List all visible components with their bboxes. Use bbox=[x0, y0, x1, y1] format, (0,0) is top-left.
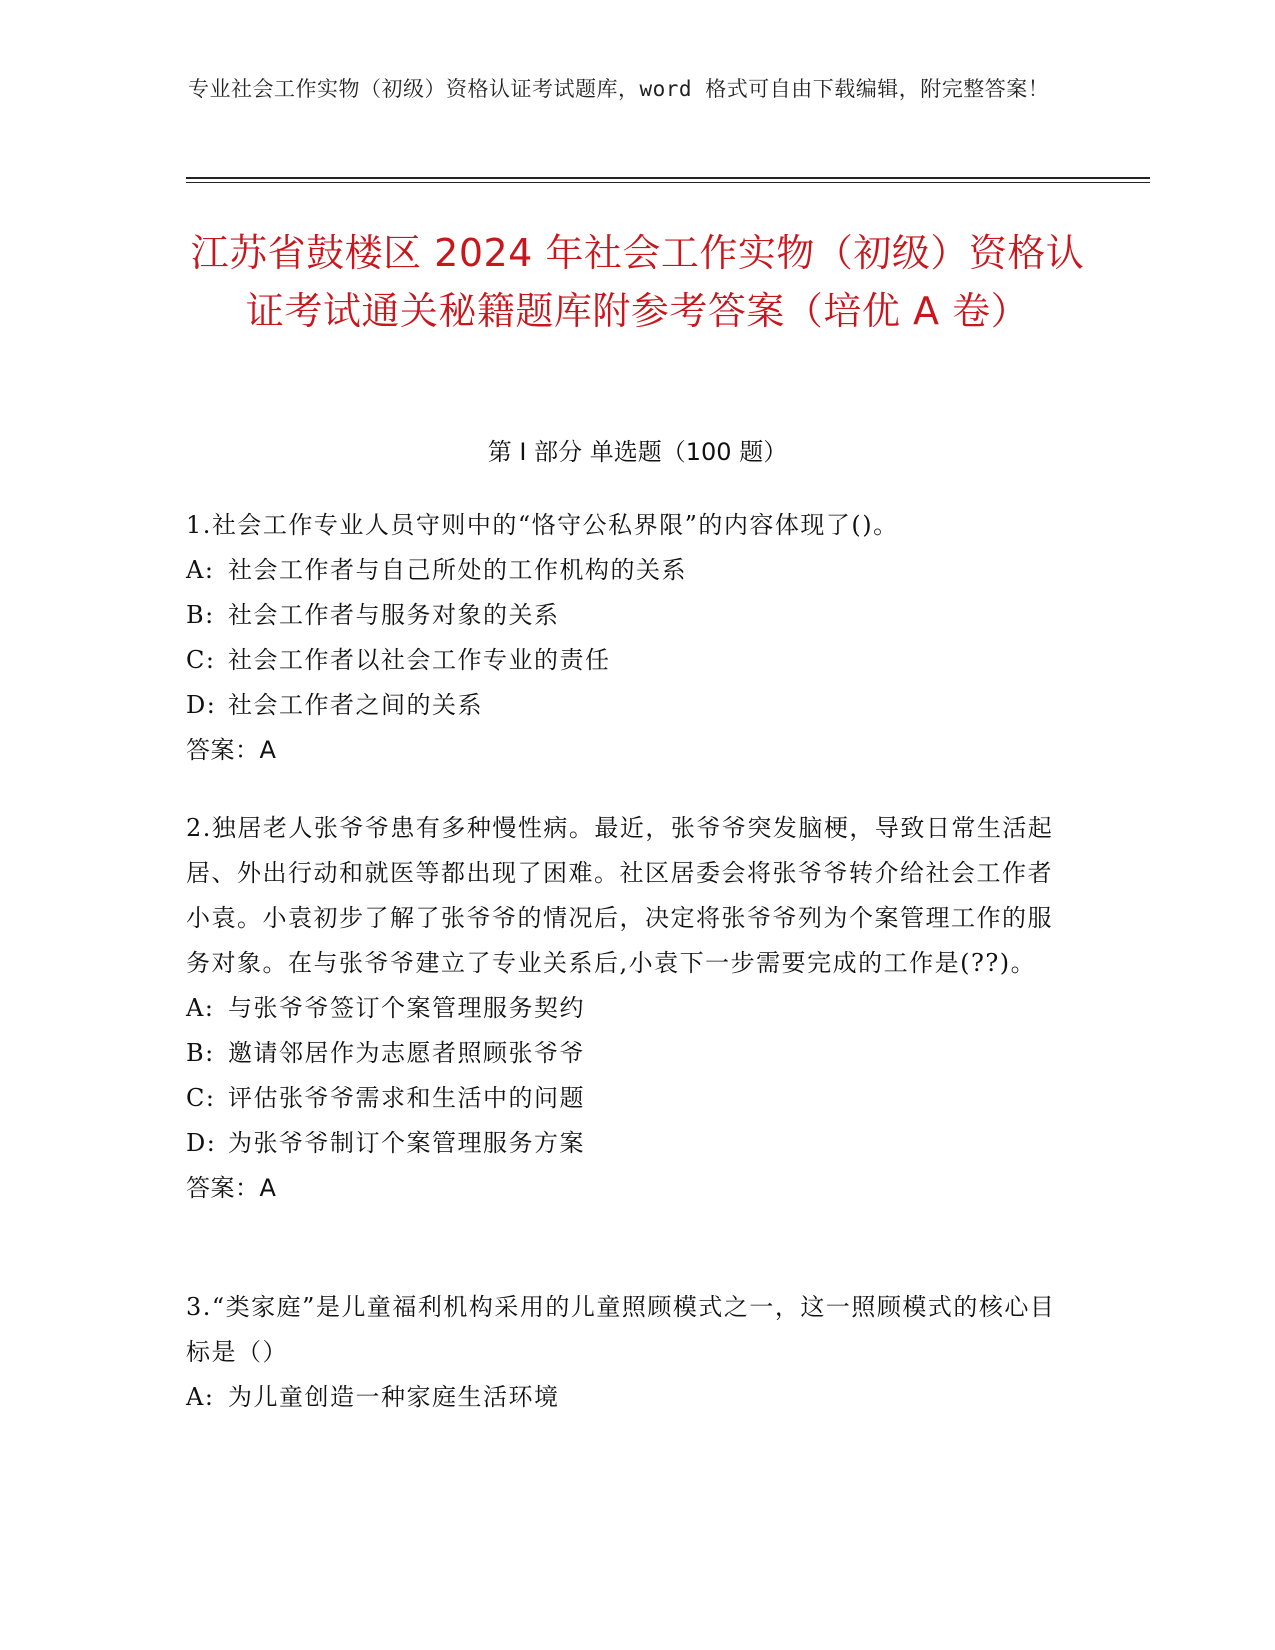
option-text: 社会工作者以社会工作专业的责任 bbox=[228, 646, 611, 674]
question-3 bbox=[186, 1285, 1066, 1420]
option-text: 为儿童创造一种家庭生活环境 bbox=[228, 1383, 560, 1411]
option-letter: B: bbox=[186, 601, 215, 629]
option-text: 社会工作者之间的关系 bbox=[228, 691, 483, 719]
option-letter: B: bbox=[186, 1039, 215, 1067]
question-text: 3.“类家庭”是儿童福利机构采用的儿童照顾模式之一，这一照顾模式的核心目标是（） bbox=[186, 1293, 1056, 1366]
answer-line: 答案：A bbox=[186, 736, 277, 764]
option-letter: A: bbox=[186, 994, 215, 1022]
header-note: 专业社会工作实物（初级）资格认证考试题库，word 格式可自由下载编辑，附完整答案！ bbox=[188, 77, 1050, 101]
option-letter: C: bbox=[186, 1084, 216, 1112]
option-c bbox=[186, 1076, 1066, 1121]
option-letter: C: bbox=[186, 646, 216, 674]
option-b bbox=[186, 1031, 1066, 1076]
option-letter: A: bbox=[186, 556, 215, 584]
option-d bbox=[186, 683, 1066, 728]
option-letter: D: bbox=[186, 691, 217, 719]
header-divider-thick bbox=[186, 177, 1150, 179]
option-letter: A: bbox=[186, 1383, 215, 1411]
question-2 bbox=[186, 806, 1066, 1211]
option-a bbox=[186, 1375, 1066, 1420]
option-d bbox=[186, 1121, 1066, 1166]
option-text: 社会工作者与服务对象的关系 bbox=[228, 601, 560, 629]
option-text: 与张爷爷签订个案管理服务契约 bbox=[228, 994, 585, 1022]
option-a bbox=[186, 548, 1066, 593]
header-divider-thin bbox=[186, 182, 1150, 183]
section-heading: 第 I 部分 单选题（100 题） bbox=[487, 438, 788, 466]
option-text: 评估张爷爷需求和生活中的问题 bbox=[228, 1084, 585, 1112]
question-text: 2.独居老人张爷爷患有多种慢性病。最近，张爷爷突发脑梗，导致日常生活起居、外出行动和就医等都出现了困难。社区居委会将张爷爷转介给社会工作者小袁。小袁初步了解了张爷爷的情况后，决定将张爷爷列为个案管理工作的服务对象。在与张爷爷建立了专业关系后,小袁下一步需要完成的工作是(??)。 bbox=[186, 814, 1054, 977]
option-a bbox=[186, 986, 1066, 1031]
option-letter: D: bbox=[186, 1129, 217, 1157]
answer-line: 答案：A bbox=[186, 1174, 277, 1202]
question-text: 1.社会工作专业人员守则中的“恪守公私界限”的内容体现了()。 bbox=[186, 511, 899, 539]
option-text: 社会工作者与自己所处的工作机构的关系 bbox=[228, 556, 687, 584]
option-text: 为张爷爷制订个案管理服务方案 bbox=[228, 1129, 585, 1157]
document-title: 江苏省鼓楼区 2024 年社会工作实物（初级）资格认证考试通关秘籍题库附参考答案（培优 A 卷） bbox=[190, 231, 1085, 333]
option-b bbox=[186, 593, 1066, 638]
option-c bbox=[186, 638, 1066, 683]
question-1 bbox=[186, 503, 1066, 773]
option-text: 邀请邻居作为志愿者照顾张爷爷 bbox=[228, 1039, 585, 1067]
